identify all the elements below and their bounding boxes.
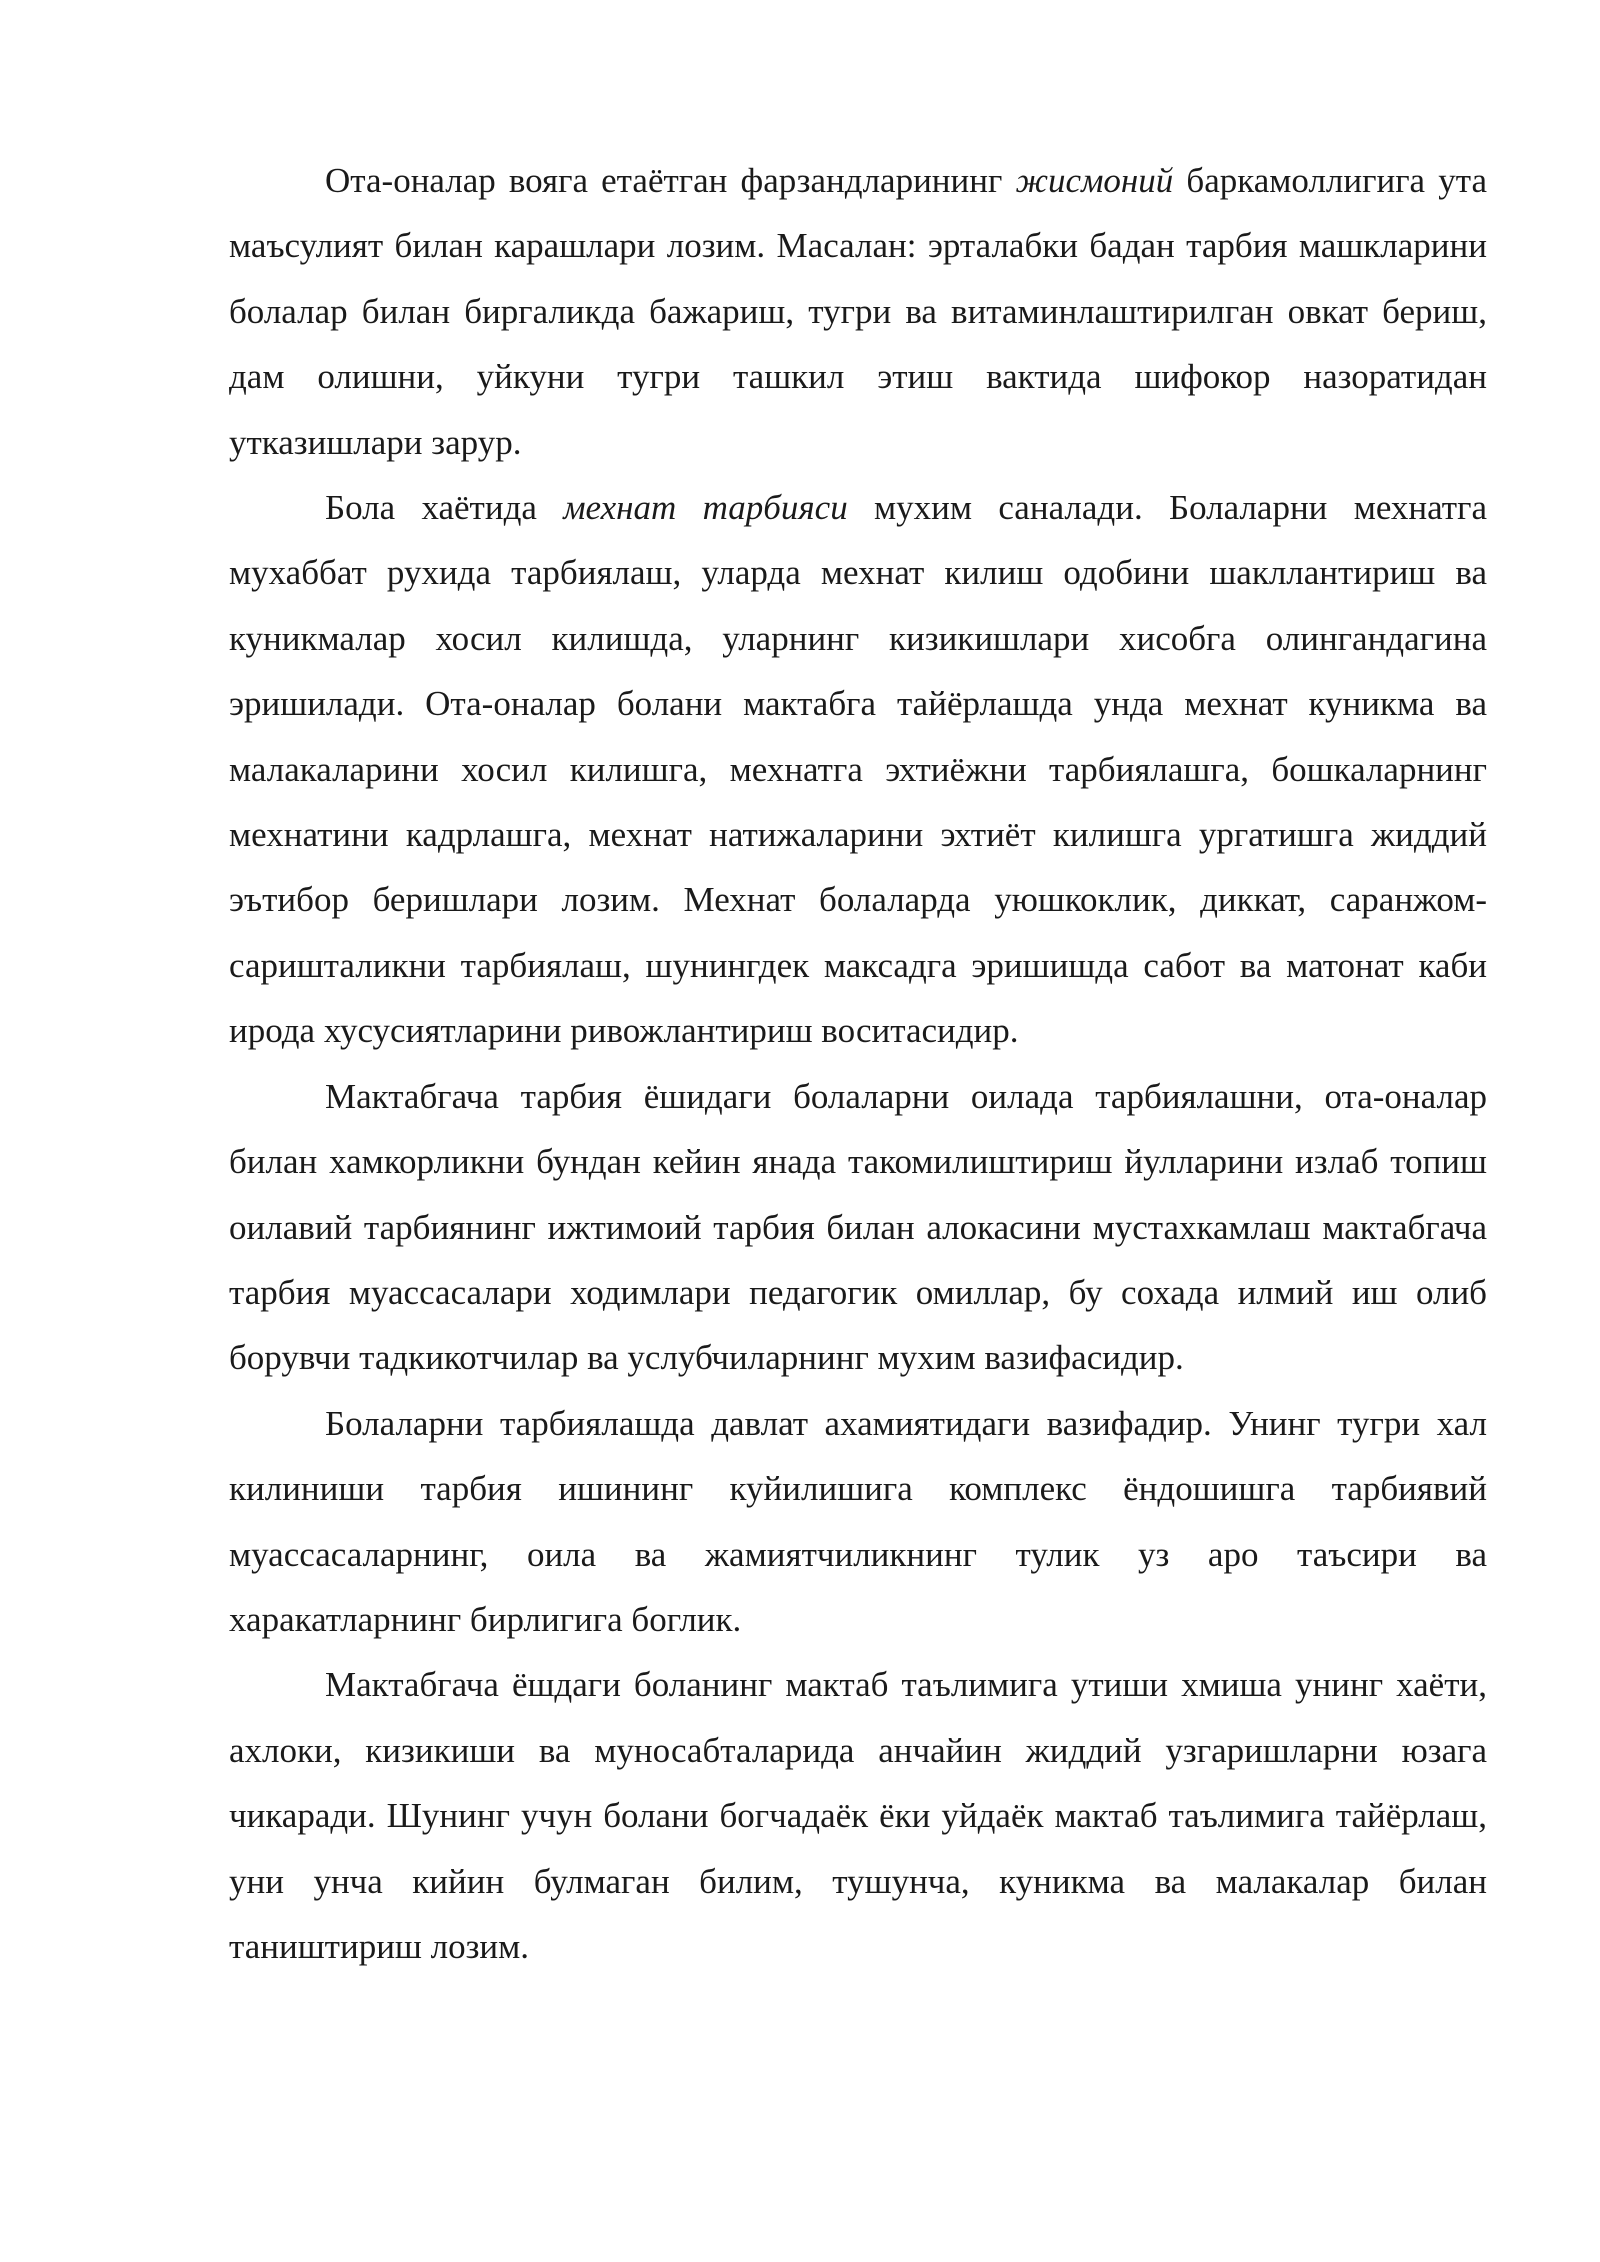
paragraph-text: Ота-оналар вояга етаётган фарзандларининг [325,161,1016,200]
paragraph-physical-upbringing [229,148,1487,475]
paragraph-text: мухим саналади. Болаларни мехнатга мухаббат рухида тарбиялаш, уларда мехнат килиш одобини шакллантириш ва куникмалар хосил килишда, уларнинг кизикишлари хисобга олингандагина эришилади. Ота-оналар болани мактабга тайёрлашда унда мехнат куникма ва малакаларини хосил килишга, мехнатга эхтиёжни тарбиялашга, бошкаларнинг мехнатини кадрлашга, мехнат натижаларини эхтиёт килишга ургатишга жиддий эътибор беришлари лозим. Мехнат болаларда уюшкоклик, диккат, саранжом-саришталикни тарбиялаш, шунингдек максадга эришишда сабот ва матонат каби ирода хусусиятларини ривожлантириш воситасидир. [229,488,1487,1051]
paragraph-school-transition: Мактабгача ёшдаги боланинг мактаб таълимига утиши хмиша унинг хаёти, ахлоки, кизикиши ва муносабталарида анчайин жиддий узгаришларни юзага чикаради. Шунинг учун болани богчадаёк ёки уйдаёк мактаб таълимига тайёрлаш, уни унча кийин булмаган билим, тушунча, куникма ва малакалар билан таништириш лозим. [229,1665,1487,1966]
paragraph-labor-upbringing [229,475,1487,1064]
emphasized-term: жисмоний [1015,161,1174,200]
body-text [229,148,1487,1979]
emphasized-term: мехнат тарбияси [563,488,848,528]
paragraph-state-task: Болаларни тарбиялашда давлат ахамиятидаги вазифадир. Унинг тугри хал килиниши тарбия ишининг куйилишига комплекс ёндошишга тарбиявий муассасаларнинг, оила ва жамиятчиликнинг тулик уз аро таъсири ва харакатларнинг бирлигига боглик. [229,1403,1487,1639]
paragraph-preschool-family: Мактабгача тарбия ёшидаги болаларни оилада тарбиялашни, ота-оналар билан хамкорликни бундан кейин янада такомилиштириш йулларини излаб топиш оилавий тарбиянинг ижтимоий тарбия билан алокасини мустахкамлаш мактабгача тарбия муассасалари ходимлари педагогик омиллар, бу сохада илмий иш олиб борувчи тадкикотчилар ва услубчиларнинг мухим вазифасидир. [229,1076,1487,1378]
paragraph-text: баркамоллигига ута маъсулият билан карашлари лозим. Масалан: эрталабки бадан тарбия машкларини болалар билан биргаликда бажариш, тугри ва витаминлаштирилган овкат бериш, дам олишни, уйкуни тугри ташкил этиш вактида шифокор назоратидан утказишлари зарур. [229,161,1487,462]
paragraph-text: Бола хаётида [325,488,564,528]
